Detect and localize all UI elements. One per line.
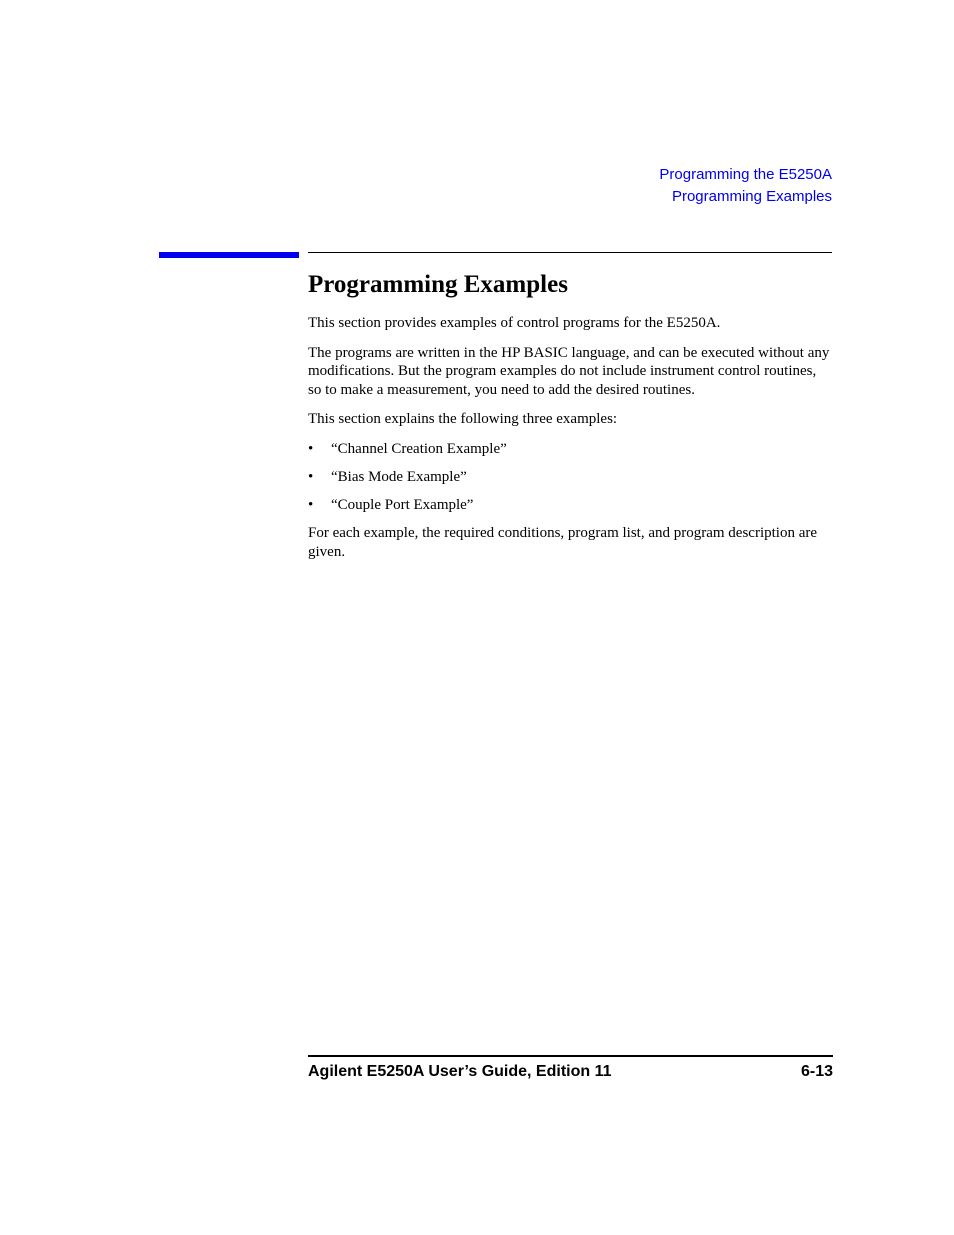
footer-divider [308, 1055, 833, 1057]
footer-guide-title: Agilent E5250A User’s Guide, Edition 11 [308, 1063, 612, 1080]
list-item [308, 440, 832, 459]
example-link-couple-port[interactable]: “Couple Port Example” [331, 496, 474, 513]
bullet-icon: • [308, 468, 314, 485]
closing-paragraph: For each example, the required conditions, program list, and program description are given. [308, 525, 818, 560]
list-item [308, 496, 832, 515]
section-accent-bar [159, 252, 299, 258]
main-content [308, 268, 832, 572]
section-divider [308, 252, 832, 253]
list-item [308, 468, 832, 487]
header-chapter-link[interactable]: Programming the E5250A [659, 166, 832, 183]
running-header [659, 164, 832, 208]
page-title: Programming Examples [308, 271, 568, 298]
header-section-link[interactable]: Programming Examples [671, 188, 832, 205]
examples-intro-paragraph: This section explains the following three examples: [308, 411, 618, 427]
example-link-channel-creation[interactable]: “Channel Creation Example” [331, 440, 507, 457]
examples-list [308, 440, 832, 515]
bullet-icon: • [308, 440, 314, 457]
example-link-bias-mode[interactable]: “Bias Mode Example” [331, 468, 467, 485]
bullet-icon: • [308, 496, 314, 513]
page-number: 6-13 [800, 1063, 833, 1080]
intro-paragraph: This section provides examples of control programs for the E5250A. [308, 315, 721, 331]
language-paragraph: The programs are written in the HP BASIC language, and can be executed without any modifications. But the program examples do not include instrument control routines, so to make a measurement, you need to add the desired routines. [308, 344, 830, 398]
